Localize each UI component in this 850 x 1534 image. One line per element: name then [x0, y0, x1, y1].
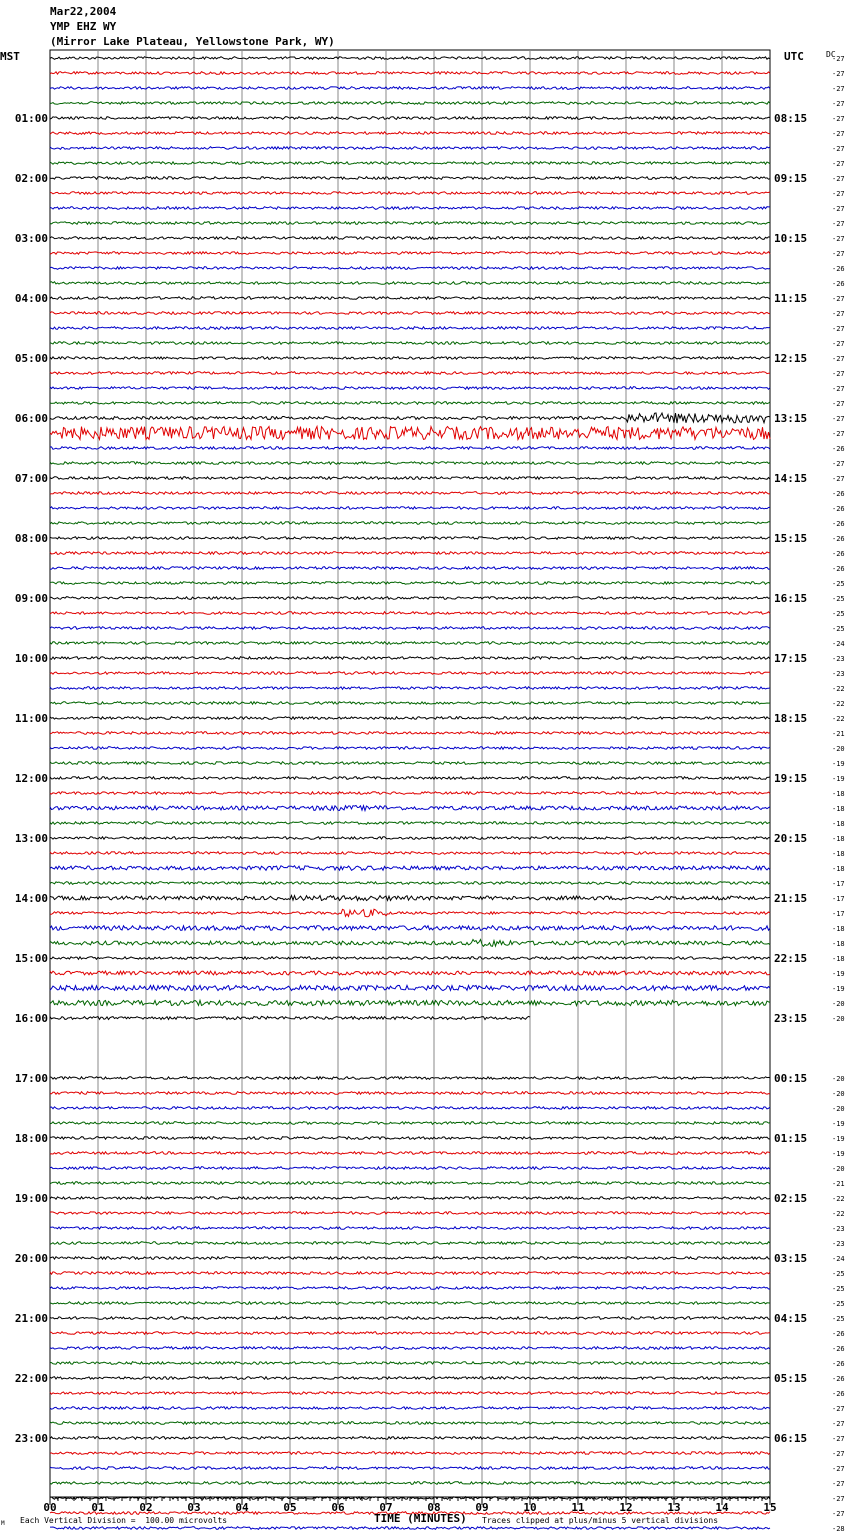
- x-tick-label: 02: [139, 1501, 153, 1514]
- dc-offset-label: -27: [832, 355, 845, 363]
- utc-hour-label: 03:15: [774, 1252, 808, 1265]
- utc-hour-label: 16:15: [774, 592, 808, 605]
- dc-offset-label: -25: [832, 1285, 845, 1293]
- dc-offset-label: -27: [832, 1420, 845, 1428]
- dc-offset-label: -27: [832, 340, 845, 348]
- trace-70: [50, 1107, 770, 1110]
- dc-offset-label: -22: [832, 700, 845, 708]
- trace-46: [50, 747, 770, 750]
- dc-offset-label: -26: [832, 565, 845, 573]
- dc-offset-label: -21: [832, 730, 845, 738]
- trace-20: [50, 357, 770, 360]
- trace-41: [50, 672, 770, 675]
- dc-offset-label: -19: [832, 985, 845, 993]
- utc-hour-label: 17:15: [774, 652, 808, 665]
- trace-8: [50, 177, 770, 180]
- dc-offset-label: -18: [832, 790, 845, 798]
- dc-offset-label: -26: [832, 445, 845, 453]
- dc-offset-label: -26: [832, 520, 845, 528]
- trace-32: [50, 537, 770, 540]
- trace-9: [50, 192, 770, 195]
- x-tick-label: 06: [331, 1501, 345, 1514]
- trace-0: [50, 57, 770, 60]
- trace-63: [50, 1000, 770, 1005]
- utc-hour-label: 05:15: [774, 1372, 808, 1385]
- dc-offset-label: -24: [832, 1255, 845, 1263]
- dc-offset-label: -23: [832, 1240, 845, 1248]
- dc-offset-label: -25: [832, 580, 845, 588]
- trace-14: [50, 267, 770, 270]
- trace-83: [50, 1302, 770, 1305]
- corner-mark: M: [1, 1520, 5, 1527]
- trace-37: [50, 612, 770, 615]
- dc-offset-label: -22: [832, 715, 845, 723]
- trace-51: [50, 822, 770, 825]
- x-tick-label: 10: [523, 1501, 537, 1514]
- trace-3: [50, 102, 770, 105]
- mst-hour-label: 20:00: [14, 1252, 48, 1265]
- trace-19: [50, 342, 770, 345]
- dc-offset-label: -24: [832, 640, 845, 648]
- trace-88: [50, 1377, 770, 1380]
- trace-45: [50, 732, 770, 735]
- utc-hour-label: 21:15: [774, 892, 808, 905]
- x-tick-label: 09: [475, 1501, 489, 1514]
- utc-hour-label: 13:15: [774, 412, 808, 425]
- dc-offset-label: -20: [832, 1015, 845, 1023]
- dc-offset-label: -27: [832, 385, 845, 393]
- dc-offset-label: -19: [832, 775, 845, 783]
- mst-hour-label: 05:00: [14, 352, 48, 365]
- dc-offset-label: -26: [832, 505, 845, 513]
- dc-label: DC: [826, 50, 836, 59]
- trace-85: [50, 1332, 770, 1335]
- trace-75: [50, 1182, 770, 1185]
- trace-98: [50, 1527, 770, 1530]
- trace-61: [50, 971, 770, 975]
- trace-12: [50, 237, 770, 240]
- dc-offset-label: -25: [832, 1270, 845, 1278]
- dc-offset-label: -20: [832, 1105, 845, 1113]
- trace-94: [50, 1467, 770, 1470]
- trace-62: [50, 985, 770, 990]
- trace-80: [50, 1257, 770, 1260]
- dc-offset-label: -27: [832, 1465, 845, 1473]
- dc-offset-label: -26: [832, 1360, 845, 1368]
- trace-57: [50, 909, 770, 917]
- dc-offset-label: -27: [832, 415, 845, 423]
- x-tick-label: 12: [619, 1501, 633, 1514]
- trace-92: [50, 1437, 770, 1440]
- trace-6: [50, 147, 770, 150]
- header-location: (Mirror Lake Plateau, Yellowstone Park, WY): [50, 35, 335, 48]
- dc-offset-label: -25: [832, 1300, 845, 1308]
- trace-48: [50, 777, 770, 780]
- trace-30: [50, 507, 770, 510]
- trace-39: [50, 642, 770, 645]
- trace-10: [50, 207, 770, 210]
- mst-hour-label: 14:00: [14, 892, 48, 905]
- mst-hour-label: 13:00: [14, 832, 48, 845]
- dc-offset-label: -27: [832, 325, 845, 333]
- dc-offset-label: -27: [832, 70, 845, 78]
- dc-offset-label: -26: [832, 490, 845, 498]
- dc-offset-label: -26: [832, 1375, 845, 1383]
- dc-offset-label: -27: [832, 1405, 845, 1413]
- dc-offset-label: -23: [832, 655, 845, 663]
- trace-7: [50, 162, 770, 165]
- dc-offset-label: -27: [832, 160, 845, 168]
- mst-hour-label: 19:00: [14, 1192, 48, 1205]
- trace-53: [50, 852, 770, 855]
- dc-offset-label: -27: [832, 145, 845, 153]
- dc-offset-label: -18: [832, 850, 845, 858]
- trace-15: [50, 282, 770, 285]
- dc-offset-label: -21: [832, 1180, 845, 1188]
- dc-offset-label: -27: [832, 295, 845, 303]
- dc-offset-label: -23: [832, 1225, 845, 1233]
- trace-26: [50, 447, 770, 450]
- x-tick-label: 15: [763, 1501, 777, 1514]
- dc-offset-label: -27: [832, 430, 845, 438]
- utc-hour-label: 10:15: [774, 232, 808, 245]
- trace-82: [50, 1287, 770, 1290]
- trace-31: [50, 522, 770, 525]
- trace-79: [50, 1242, 770, 1245]
- x-tick-label: 04: [235, 1501, 249, 1514]
- dc-offset-label: -27: [832, 460, 845, 468]
- dc-offset-label: -23: [832, 670, 845, 678]
- mst-hour-label: 15:00: [14, 952, 48, 965]
- left-axis-title: MST: [0, 50, 20, 63]
- trace-34: [50, 567, 770, 570]
- mst-hour-label: 08:00: [14, 532, 48, 545]
- dc-offset-label: -18: [832, 955, 845, 963]
- trace-72: [50, 1137, 770, 1140]
- trace-81: [50, 1272, 770, 1275]
- dc-offset-label: -26: [832, 535, 845, 543]
- mst-hour-label: 09:00: [14, 592, 48, 605]
- trace-59: [50, 940, 770, 947]
- trace-42: [50, 687, 770, 690]
- dc-offset-label: -27: [832, 1450, 845, 1458]
- header-date: Mar22,2004: [50, 5, 117, 18]
- dc-offset-label: -18: [832, 820, 845, 828]
- utc-hour-label: 02:15: [774, 1192, 808, 1205]
- dc-offset-label: -20: [832, 1090, 845, 1098]
- trace-91: [50, 1422, 770, 1425]
- trace-55: [50, 882, 770, 885]
- utc-hour-label: 06:15: [774, 1432, 808, 1445]
- trace-16: [50, 297, 770, 300]
- dc-offset-label: -20: [832, 745, 845, 753]
- mst-hour-label: 12:00: [14, 772, 48, 785]
- dc-offset-label: -27: [832, 85, 845, 93]
- trace-35: [50, 582, 770, 585]
- trace-56: [50, 896, 770, 901]
- trace-49: [50, 792, 770, 795]
- mst-hour-label: 07:00: [14, 472, 48, 485]
- trace-38: [50, 627, 770, 630]
- trace-24: [50, 413, 770, 423]
- mst-hour-label: 02:00: [14, 172, 48, 185]
- trace-33: [50, 552, 770, 555]
- dc-offset-label: -27: [832, 175, 845, 183]
- dc-offset-label: -22: [832, 1210, 845, 1218]
- mst-hour-label: 01:00: [14, 112, 48, 125]
- dc-offset-label: -27: [832, 400, 845, 408]
- mst-hour-label: 04:00: [14, 292, 48, 305]
- scale-note: Each Vertical Division = 100.00 microvolts: [20, 1516, 228, 1525]
- x-tick-label: 05: [283, 1501, 297, 1514]
- utc-hour-label: 01:15: [774, 1132, 808, 1145]
- utc-hour-label: 22:15: [774, 952, 808, 965]
- trace-13: [50, 252, 770, 255]
- trace-52: [50, 837, 770, 840]
- dc-offset-label: -25: [832, 625, 845, 633]
- dc-offset-label: -25: [832, 610, 845, 618]
- mst-hour-label: 21:00: [14, 1312, 48, 1325]
- trace-18: [50, 327, 770, 330]
- trace-68: [50, 1077, 770, 1080]
- trace-2: [50, 87, 770, 90]
- dc-offset-label: -25: [832, 1315, 845, 1323]
- utc-hour-label: 09:15: [774, 172, 808, 185]
- trace-11: [50, 222, 770, 225]
- right-axis-title: UTC: [784, 50, 804, 63]
- trace-60: [50, 957, 770, 960]
- dc-offset-label: -20: [832, 1165, 845, 1173]
- utc-hour-label: 04:15: [774, 1312, 808, 1325]
- header-station: YMP EHZ WY: [50, 20, 117, 33]
- utc-hour-label: 20:15: [774, 832, 808, 845]
- trace-1: [50, 72, 770, 75]
- dc-offset-label: -26: [832, 550, 845, 558]
- dc-offset-label: -22: [832, 1195, 845, 1203]
- trace-89: [50, 1392, 770, 1395]
- utc-hour-label: 19:15: [774, 772, 808, 785]
- dc-offset-label: -27: [832, 1510, 845, 1518]
- x-tick-label: 14: [715, 1501, 729, 1514]
- trace-36: [50, 597, 770, 600]
- dc-offset-label: -20: [832, 1075, 845, 1083]
- dc-offset-label: -27: [832, 250, 845, 258]
- dc-offset-label: -18: [832, 835, 845, 843]
- x-tick-label: 07: [379, 1501, 393, 1514]
- x-tick-label: 08: [427, 1501, 441, 1514]
- dc-offset-label: -19: [832, 1150, 845, 1158]
- trace-50: [50, 806, 770, 811]
- trace-23: [50, 402, 770, 405]
- trace-84: [50, 1317, 770, 1320]
- trace-93: [50, 1452, 770, 1455]
- x-tick-label: 01: [91, 1501, 105, 1514]
- dc-offset-label: -27: [832, 370, 845, 378]
- dc-offset-label: -20: [832, 1000, 845, 1008]
- trace-5: [50, 132, 770, 135]
- utc-hour-label: 11:15: [774, 292, 808, 305]
- dc-offset-label: -27: [832, 310, 845, 318]
- dc-offset-label: -27: [832, 115, 845, 123]
- dc-offset-label: -27: [832, 475, 845, 483]
- mst-hour-label: 17:00: [14, 1072, 48, 1085]
- mst-hour-label: 18:00: [14, 1132, 48, 1145]
- trace-4: [50, 117, 770, 120]
- utc-hour-label: 12:15: [774, 352, 808, 365]
- trace-40: [50, 657, 770, 660]
- trace-86: [50, 1347, 770, 1350]
- dc-offset-label: -27: [832, 1435, 845, 1443]
- dc-offset-label: -26: [832, 1330, 845, 1338]
- utc-hour-label: 23:15: [774, 1012, 808, 1025]
- dc-offset-label: -26: [832, 265, 845, 273]
- dc-offset-label: -27: [832, 130, 845, 138]
- trace-77: [50, 1212, 770, 1215]
- dc-offset-label: -17: [832, 880, 845, 888]
- trace-47: [50, 762, 770, 765]
- trace-58: [50, 926, 770, 931]
- dc-offset-label: -27: [832, 100, 845, 108]
- dc-offset-label: -25: [832, 595, 845, 603]
- dc-offset-label: -18: [832, 925, 845, 933]
- dc-offset-label: -27: [832, 220, 845, 228]
- dc-offset-label: -18: [832, 865, 845, 873]
- trace-44: [50, 717, 770, 720]
- utc-hour-label: 15:15: [774, 532, 808, 545]
- x-tick-label: 11: [571, 1501, 585, 1514]
- dc-offset-label: -22: [832, 685, 845, 693]
- dc-offset-label: -26: [832, 1345, 845, 1353]
- dc-offset-label: -19: [832, 1120, 845, 1128]
- dc-offset-label: -28: [832, 1525, 845, 1533]
- utc-hour-label: 14:15: [774, 472, 808, 485]
- trace-28: [50, 477, 770, 480]
- mst-hour-label: 10:00: [14, 652, 48, 665]
- dc-offset-label: -27: [832, 55, 845, 63]
- clip-note: Traces clipped at plus/minus 5 vertical divisions: [482, 1516, 719, 1525]
- trace-27: [50, 462, 770, 465]
- mst-hour-label: 11:00: [14, 712, 48, 725]
- mst-hour-label: 06:00: [14, 412, 48, 425]
- dc-offset-label: -19: [832, 1135, 845, 1143]
- trace-43: [50, 702, 770, 705]
- x-tick-label: 13: [667, 1501, 681, 1514]
- x-tick-label: 03: [187, 1501, 201, 1514]
- trace-54: [50, 866, 770, 871]
- dc-offset-label: -26: [832, 280, 845, 288]
- utc-hour-label: 18:15: [774, 712, 808, 725]
- dc-offset-label: -18: [832, 805, 845, 813]
- dc-offset-label: -27: [832, 205, 845, 213]
- trace-17: [50, 312, 770, 315]
- mst-hour-label: 22:00: [14, 1372, 48, 1385]
- dc-offset-label: -19: [832, 970, 845, 978]
- dc-offset-label: -17: [832, 895, 845, 903]
- dc-offset-label: -27: [832, 235, 845, 243]
- trace-76: [50, 1197, 770, 1200]
- utc-hour-label: 08:15: [774, 112, 808, 125]
- trace-87: [50, 1362, 770, 1365]
- trace-21: [50, 372, 770, 375]
- dc-offset-label: -18: [832, 940, 845, 948]
- dc-offset-label: -17: [832, 910, 845, 918]
- mst-hour-label: 23:00: [14, 1432, 48, 1445]
- x-tick-label: 00: [43, 1501, 57, 1514]
- dc-offset-label: -27: [832, 1495, 845, 1503]
- trace-90: [50, 1407, 770, 1410]
- x-axis-title: TIME (MINUTES): [374, 1512, 467, 1525]
- trace-95: [50, 1482, 770, 1485]
- dc-offset-label: -27: [832, 190, 845, 198]
- dc-offset-label: -27: [832, 1480, 845, 1488]
- dc-offset-label: -19: [832, 760, 845, 768]
- trace-69: [50, 1092, 770, 1095]
- trace-29: [50, 492, 770, 495]
- dc-offset-label: -26: [832, 1390, 845, 1398]
- trace-78: [50, 1227, 770, 1230]
- trace-74: [50, 1167, 770, 1170]
- utc-hour-label: 00:15: [774, 1072, 808, 1085]
- trace-22: [50, 387, 770, 390]
- mst-hour-label: 16:00: [14, 1012, 48, 1025]
- mst-hour-label: 03:00: [14, 232, 48, 245]
- trace-25: [50, 427, 770, 440]
- trace-73: [50, 1152, 770, 1155]
- trace-71: [50, 1122, 770, 1125]
